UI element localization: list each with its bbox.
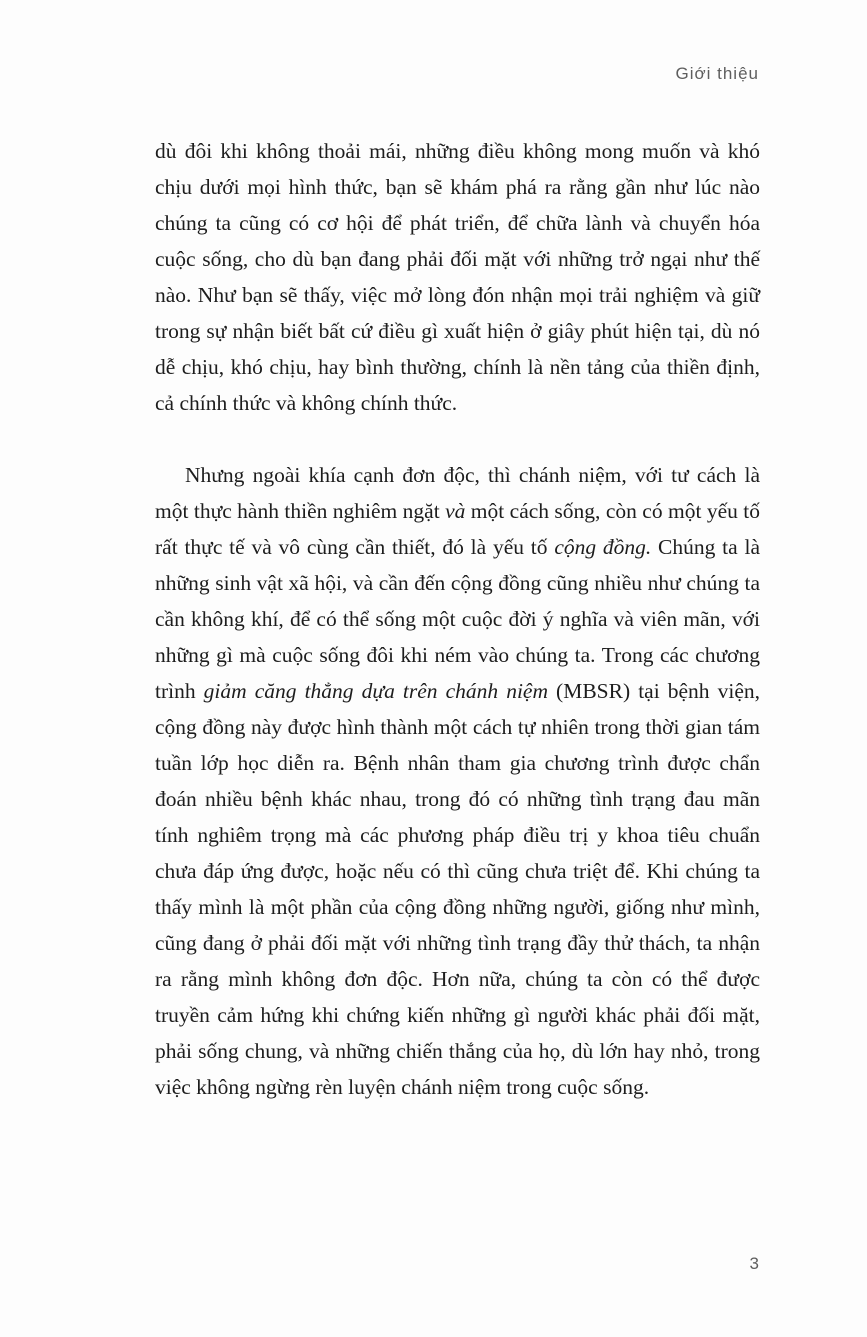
paragraph-2-part-1: Nhưng ngoài khía cạnh đơn độc, thì chánh niệm, với tư cách là một thực hành thiền nghiêm ngặt bbox=[155, 463, 760, 523]
paragraph-2 bbox=[155, 457, 760, 1105]
paragraph-1: dù đôi khi không thoải mái, những điều không mong muốn và khó chịu dưới mọi hình thức, bạn sẽ khám phá ra rằng gần như lúc nào chúng ta cũng có cơ hội để phát triển, để chữa lành và chuyển hóa cuộc sống, cho dù bạn đang phải đối mặt với những trở ngại như thế nào. Như bạn sẽ thấy, việc mở lòng đón nhận mọi trải nghiệm và giữ trong sự nhận biết bất cứ điều gì xuất hiện ở giây phút hiện tại, dù nó dễ chịu, khó chịu, hay bình thường, chính là nền tảng của thiền định, cả chính thức và không chính thức. bbox=[155, 139, 760, 415]
body-text bbox=[155, 133, 760, 1105]
paragraph-2-part-2: một cách sống, còn có một yếu tố rất thực tế và vô cùng cần thiết, đó là yếu tố bbox=[155, 499, 760, 559]
paragraph-2-emphasis-va: và bbox=[445, 499, 466, 523]
paragraph-2-emphasis-cong-dong: cộng đồng. bbox=[554, 535, 652, 559]
paragraph-2-part-4: (MBSR) tại bệnh viện, cộng đồng này được hình thành một cách tự nhiên trong thời gian tám tuần lớp học diễn ra. Bệnh nhân tham gia chương trình được chẩn đoán nhiều bệnh khác nhau, trong đó có những tình trạng đau mãn tính nghiêm trọng mà các phương pháp điều trị y khoa tiêu chuẩn chưa đáp ứng được, hoặc nếu có thì cũng chưa triệt để. Khi chúng ta thấy mình là một phần của cộng đồng những người, giống như mình, cũng đang ở phải đối mặt với những tình trạng đầy thử thách, ta nhận ra rằng mình không đơn độc. Hơn nữa, chúng ta còn có thể được truyền cảm hứng khi chứng kiến những gì người khác phải đối mặt, phải sống chung, và những chiến thắng của họ, dù lớn hay nhỏ, trong việc không ngừng rèn luyện chánh niệm trong cuộc sống. bbox=[155, 679, 760, 1099]
page-number: 3 bbox=[749, 1254, 759, 1273]
paragraph-2-part-3: Chúng ta là những sinh vật xã hội, và cần đến cộng đồng cũng nhiều như chúng ta cần không khí, để có thể sống một cuộc đời ý nghĩa và viên mãn, với những gì mà cuộc sống đôi khi ném vào chúng ta. Trong các chương trình bbox=[155, 535, 760, 703]
running-header-section-title: Giới thiệu bbox=[675, 64, 759, 83]
paragraph-2-emphasis-mbsr-term: giảm căng thẳng dựa trên chánh niệm bbox=[203, 679, 548, 703]
